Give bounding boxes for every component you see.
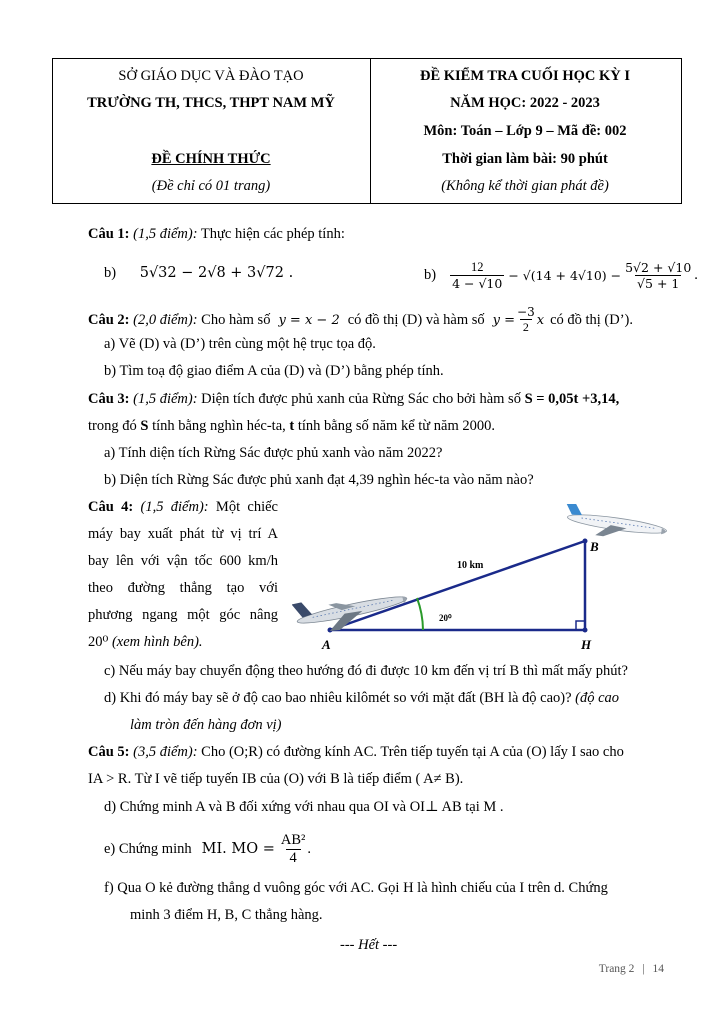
q4-line2: máy bay xuất phát từ vị trí A [88, 526, 278, 542]
airplane-b-icon [560, 504, 669, 545]
footer-total: 14 [652, 963, 664, 975]
q3-heading: Câu 3: (1,5 điểm): Diện tích được phủ xanh của Rừng Sác cho bởi hàm số S = 0,05t +3,14, [88, 391, 620, 407]
label-h: H [581, 637, 592, 652]
q4d: d) Khi đó máy bay sẽ ở độ cao bao nhiêu kilômét so với mặt đất (BH là độ cao)? (độ cao [104, 690, 620, 706]
point-b [583, 539, 588, 544]
subject-line: Môn: Toán – Lớp 9 – Mã đề: 002 [423, 123, 627, 139]
label-distance: 10 km [457, 560, 484, 571]
q4-line6: 20⁰ (xem hình bên). [88, 634, 203, 650]
header-divider [370, 59, 371, 203]
time-note: (Không kể thời gian phát đề) [441, 178, 609, 194]
exam-title: ĐỀ KIỂM TRA CUỐI HỌC KỲ I [419, 68, 630, 84]
q4-line3: bay lên với vận tốc 600 km/h [88, 553, 278, 569]
q5-heading: Câu 5: (3,5 điểm): Cho (O;R) có đường kính AC. Trên tiếp tuyến tại A của (O) lấy I sao cho [88, 744, 624, 760]
label-angle: 20⁰ [439, 613, 452, 623]
q5f: f) Qua O kẻ đường thẳng d vuông góc với AC. Gọi H là hình chiếu của I trên d. Chứng [104, 880, 608, 896]
q5e-fraction: $\frac{\text{AB²}}{4}$ [280, 831, 306, 866]
airplane-figure [292, 504, 692, 654]
q3-line2: trong đó S tính bằng nghìn héc-ta, t tính bằng số năm kể từ năm 2000. [88, 418, 495, 434]
q1b-fraction1: 12 4 − √10 [452, 259, 503, 291]
q4-line1: Câu 4: (1,5 điểm): Một chiếc [88, 499, 278, 515]
page-footer [599, 963, 664, 975]
time-line: Thời gian làm bài: 90 phút [442, 151, 608, 167]
flight-line-ab [330, 541, 585, 630]
school-year: NĂM HỌC: 2022 - 2023 [450, 95, 600, 111]
q2-heading: Câu 2: (2,0 điểm): Cho hàm số y = x − 2 có đồ thị (D) và hàm số y = $\frac{-3}{2}$ x có đồ thị (D’). [88, 305, 634, 334]
q3b: b) Diện tích Rừng Sác được phủ xanh đạt 4,39 nghìn héc-ta vào năm nào? [104, 472, 534, 488]
q2b: b) Tìm toạ độ giao điểm A của (D) và (D’) bằng phép tính. [104, 363, 444, 379]
footer-separator: | [642, 963, 645, 975]
label-a: A [322, 637, 331, 652]
q2a: a) Vẽ (D) và (D’) trên cùng một hệ trục tọa độ. [104, 336, 376, 352]
q1b: b) 12 4 − √10 − √(14 + 4√10) − $\frac{5√2 + √10}{√5 + 1}$ . [424, 259, 698, 291]
school-name: TRƯỜNG TH, THCS, THPT NAM MỸ [87, 95, 335, 111]
footer-page: Trang 2 [598, 963, 635, 975]
label-b: B [590, 539, 599, 554]
q4-line4: theo đường thẳng tạo với [88, 580, 278, 596]
end-mark: --- Hết --- [340, 937, 398, 953]
angle-arc [417, 598, 423, 630]
q1-heading: Câu 1: (1,5 điểm): Thực hiện các phép tính: [88, 226, 345, 242]
point-h [583, 628, 588, 633]
q4-line5: phương ngang một góc nâng [88, 607, 278, 623]
q1b-fraction2: $\frac{5√2 + √10}{√5 + 1}$ [625, 259, 692, 291]
q5e: e) Chứng minh MI. MO = $\frac{\text{AB²}}{4}$ . [104, 831, 312, 866]
q1a: b) 5√32 − 2√8 + 3√72 . [104, 265, 294, 281]
dept-name: SỞ GIÁO DỤC VÀ ĐÀO TẠO [118, 68, 304, 84]
q5f-line2: minh 3 điểm H, B, C thẳng hàng. [130, 907, 323, 923]
q4c: c) Nếu máy bay chuyển động theo hướng đó đi được 10 km đến vị trí B thì mất mấy phút? [104, 663, 628, 679]
q4d-line2: làm tròn đến hàng đơn vị) [130, 717, 282, 733]
q5d: d) Chứng minh A và B đối xứng với nhau qua OI và OI⊥ AB tại M . [104, 799, 504, 815]
q3a: a) Tính diện tích Rừng Sác được phủ xanh vào năm 2022? [104, 445, 443, 461]
q5-line2: IA > R. Từ I vẽ tiếp tuyến IB của (O) với B là tiếp điểm ( A≠ B). [88, 771, 464, 787]
q2-fraction: $\frac{-3}{2}$ [517, 305, 535, 334]
official-label: ĐỀ CHÍNH THỨC [151, 151, 271, 167]
exam-header [52, 58, 682, 204]
pages-note: (Đề chỉ có 01 trang) [151, 178, 271, 194]
